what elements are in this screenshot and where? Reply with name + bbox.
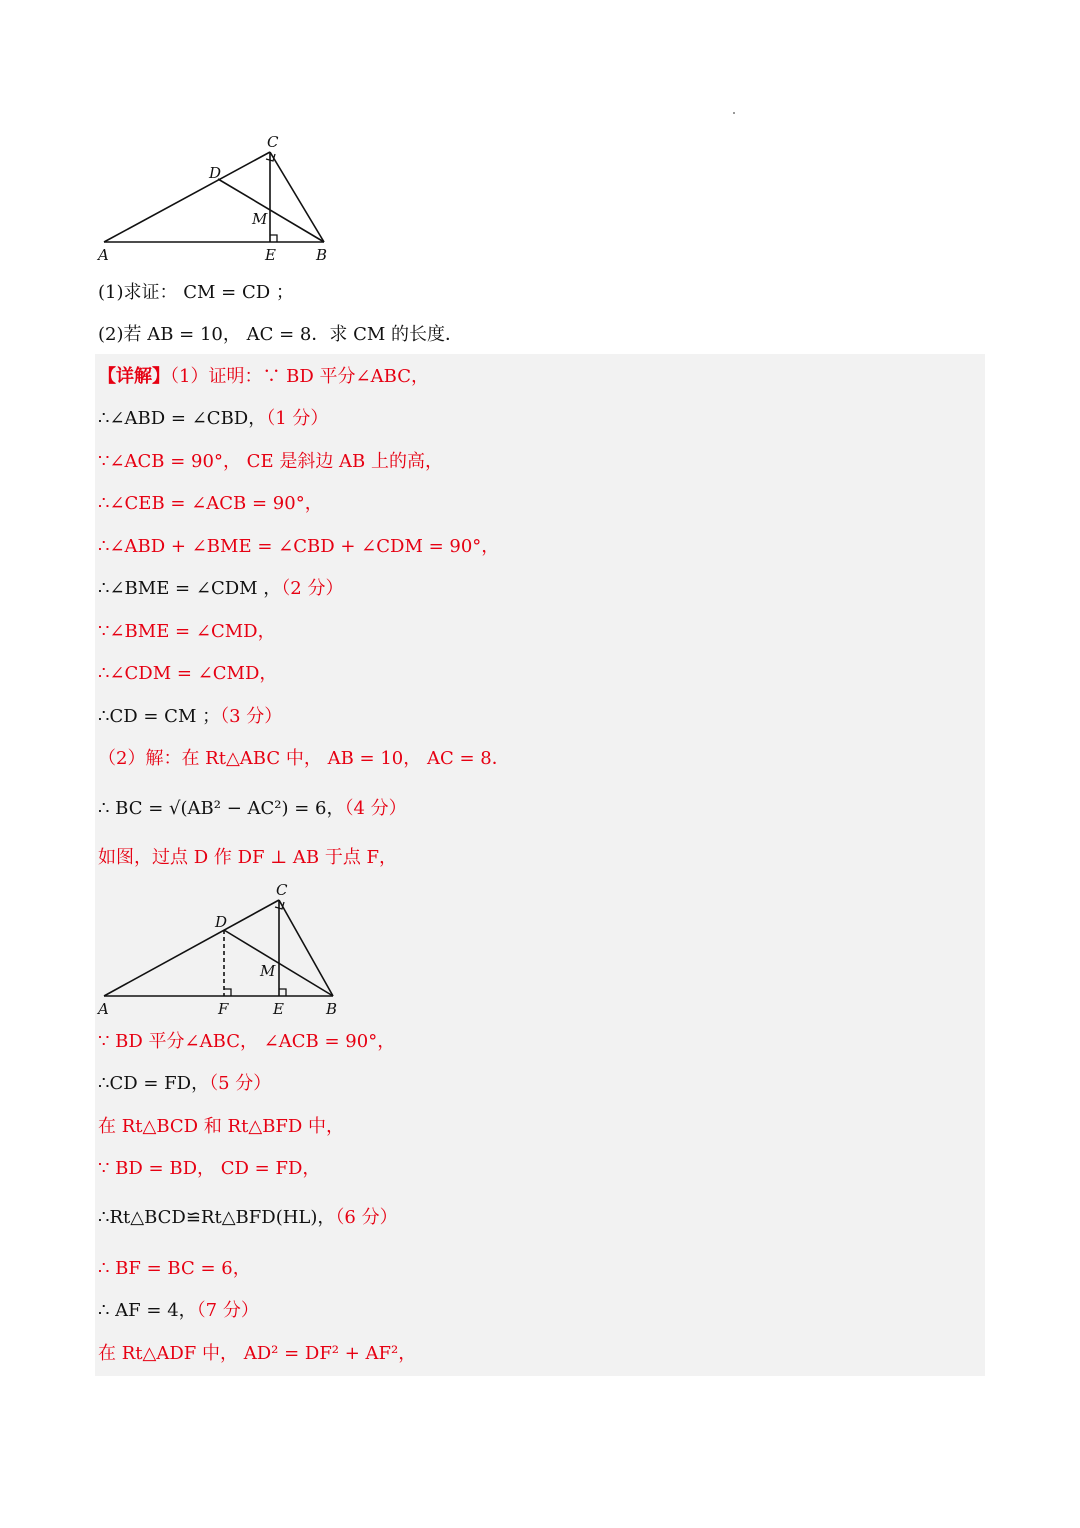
label-b: B bbox=[326, 1000, 338, 1018]
label-e: E bbox=[273, 1000, 284, 1018]
label-a: A bbox=[98, 246, 109, 264]
right-angle-e bbox=[270, 235, 277, 242]
label-f: F bbox=[218, 1000, 229, 1018]
figure-1-triangle bbox=[90, 125, 350, 275]
solution-line-10: （2）解：在 Rt△ABC 中， AB = 10， AC = 8． bbox=[98, 748, 510, 769]
solution-line-4: ∴∠CEB = ∠ACB = 90°， bbox=[98, 493, 323, 514]
label-e: E bbox=[265, 246, 276, 264]
solution-line-14: ∴CD = FD，（5 分） bbox=[98, 1073, 272, 1094]
segment-cb bbox=[279, 900, 333, 996]
label-m: M bbox=[252, 210, 268, 228]
right-angle-e bbox=[279, 989, 286, 996]
solution-line-16: ∵ BD = BD， CD = FD， bbox=[98, 1158, 321, 1179]
solution-line-5: ∴∠ABD + ∠BME = ∠CBD + ∠CDM = 90°， bbox=[98, 536, 500, 557]
right-angle-f bbox=[224, 989, 231, 996]
segment-cb bbox=[270, 152, 324, 242]
label-c: C bbox=[276, 881, 288, 899]
solution-header-tag: 【详解】 bbox=[98, 366, 170, 387]
label-m: M bbox=[260, 962, 276, 980]
solution-line-9: ∴CD = CM ；（3 分） bbox=[98, 706, 283, 727]
solution-line-3: ∵∠ACB = 90°， CE 是斜边 AB 上的高， bbox=[98, 451, 443, 472]
solution-line-8: ∴∠CDM = ∠CMD， bbox=[98, 663, 278, 684]
label-d: D bbox=[215, 913, 228, 931]
label-b: B bbox=[316, 246, 328, 264]
solution-line-6: ∴∠BME = ∠CDM ，（2 分） bbox=[98, 578, 344, 599]
solution-line-1: 【详解】（1）证明：∵ BD 平分∠ABC， bbox=[98, 366, 429, 387]
segment-ac bbox=[104, 152, 270, 242]
solution-line-20: 在 Rt△ADF 中， AD² = DF² + AF²， bbox=[98, 1343, 417, 1364]
solution-line-17: ∴Rt△BCD≌Rt△BFD(HL)，（6 分） bbox=[98, 1207, 398, 1228]
stray-dot bbox=[733, 112, 735, 114]
solution-line-12: 如图，过点 D 作 DF ⊥ AB 于点 F， bbox=[98, 847, 398, 868]
segment-db bbox=[218, 179, 324, 242]
label-c: C bbox=[267, 133, 279, 151]
solution-line-13: ∵ BD 平分∠ABC， ∠ACB = 90°， bbox=[98, 1031, 396, 1052]
solution-line-18: ∴ BF = BC = 6， bbox=[98, 1258, 251, 1279]
solution-line-7: ∵∠BME = ∠CMD， bbox=[98, 621, 276, 642]
figure-2-triangle bbox=[90, 875, 360, 1025]
question-part-1: (1)求证： CM = CD ； bbox=[98, 282, 294, 303]
solution-line-15: 在 Rt△BCD 和 Rt△BFD 中， bbox=[98, 1116, 345, 1137]
label-d: D bbox=[209, 164, 222, 182]
solution-line-11: ∴ BC = √(AB² − AC²) = 6，（4 分） bbox=[98, 798, 407, 819]
question-part-2: (2)若 AB = 10， AC = 8．求 CM 的长度． bbox=[98, 324, 463, 345]
solution-line-19: ∴ AF = 4，（7 分） bbox=[98, 1300, 259, 1321]
solution-line-2: ∴∠ABD = ∠CBD，（1 分） bbox=[98, 408, 329, 429]
label-a: A bbox=[98, 1000, 109, 1018]
